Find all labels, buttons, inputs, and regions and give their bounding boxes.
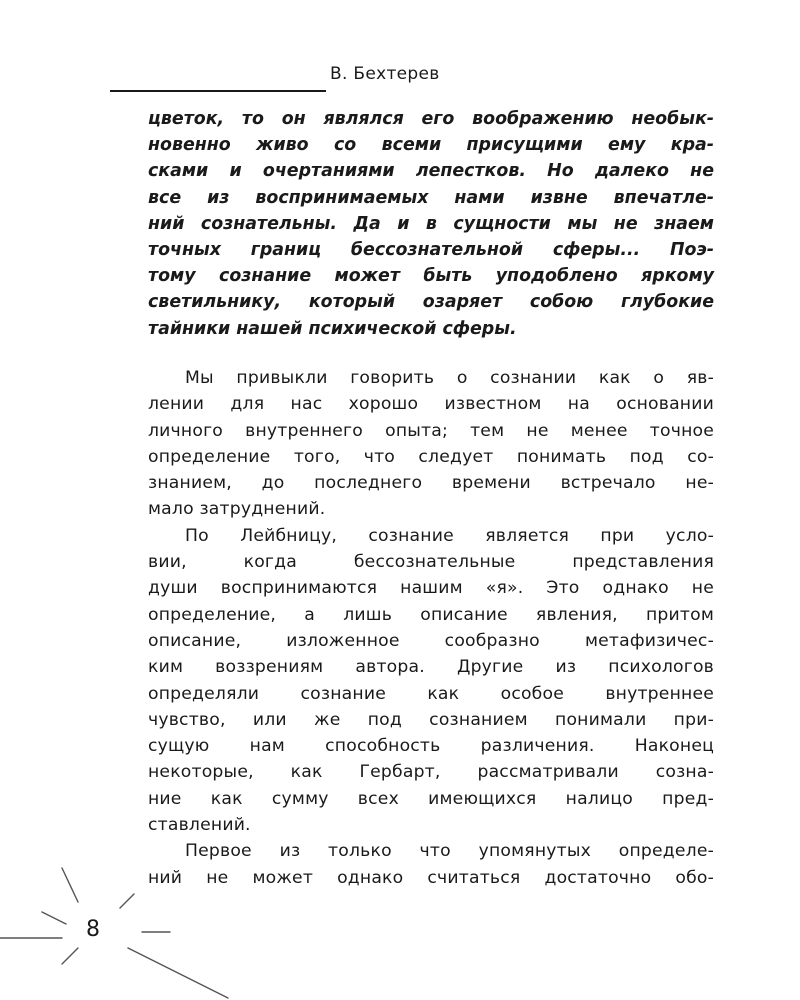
body-line: По Лейбницу, сознание является при усло- — [185, 525, 714, 546]
body-line: сущую нам способность различения. Наконец — [148, 736, 714, 757]
bold-italic-quote — [148, 106, 714, 342]
page-number: 8 — [86, 917, 100, 942]
body-line: знанием, до последнего времени встречало не- — [148, 473, 714, 494]
quote-line: тайники нашей психической сферы. — [148, 318, 517, 339]
quote-line: новенно живо со всеми присущими ему кра- — [148, 135, 714, 156]
quote-line: цветок, то он являлся его воображению необык- — [148, 109, 714, 129]
page-number-burst-decoration — [0, 850, 260, 1000]
body-line: Первое из только что упомянутых определе- — [185, 841, 714, 862]
burst-ray — [62, 868, 78, 902]
body-line: лении для нас хорошо известном на основании — [148, 394, 714, 415]
body-line: ставлений. — [148, 815, 251, 836]
quote-line: сками и очертаниями лепестков. Но далеко не — [148, 161, 714, 182]
burst-ray — [120, 894, 134, 908]
body-line: чувство, или же под сознанием понимали при- — [148, 709, 714, 730]
body-line: ким воззрениям автора. Другие из психологов — [148, 657, 714, 678]
quote-line: светильнику, который озаряет собою глубокие — [148, 292, 714, 313]
burst-ray — [128, 948, 228, 998]
body-text — [148, 365, 714, 891]
body-line: ний не может однако считаться достаточно обо- — [148, 867, 714, 888]
body-line: личного внутреннего опыта; тем не менее точное — [148, 420, 714, 441]
body-line: определение того, что следует понимать под со- — [148, 446, 714, 467]
running-header-author: В. Бехтерев — [330, 64, 440, 84]
body-line: некоторые, как Гербарт, рассматривали созна- — [148, 762, 714, 783]
quote-line: ний сознательны. Да и в сущности мы не знаем — [148, 213, 714, 234]
quote-line: тому сознание может быть уподоблено яркому — [148, 266, 714, 287]
burst-ray — [42, 912, 66, 924]
quote-line: точных границ бессознательной сферы... Поэ- — [148, 239, 714, 260]
body-line: мало затруднений. — [148, 499, 326, 520]
body-line: вии, когда бессознательные представления — [148, 552, 714, 573]
body-line: души воспринимаются нашим «я». Это однако не — [148, 578, 714, 599]
header-rule — [110, 90, 326, 92]
body-line: Мы привыкли говорить о сознании как о яв- — [185, 368, 714, 388]
body-line: описание, изложенное сообразно метафизичес- — [148, 630, 714, 651]
body-line: определяли сознание как особое внутреннее — [148, 683, 714, 704]
burst-ray — [62, 948, 78, 964]
quote-line: все из воспринимаемых нами извне впечатле- — [148, 187, 714, 208]
body-line: ние как сумму всех имеющихся налицо пред- — [148, 788, 714, 809]
body-line: определение, а лишь описание явления, притом — [148, 604, 714, 625]
